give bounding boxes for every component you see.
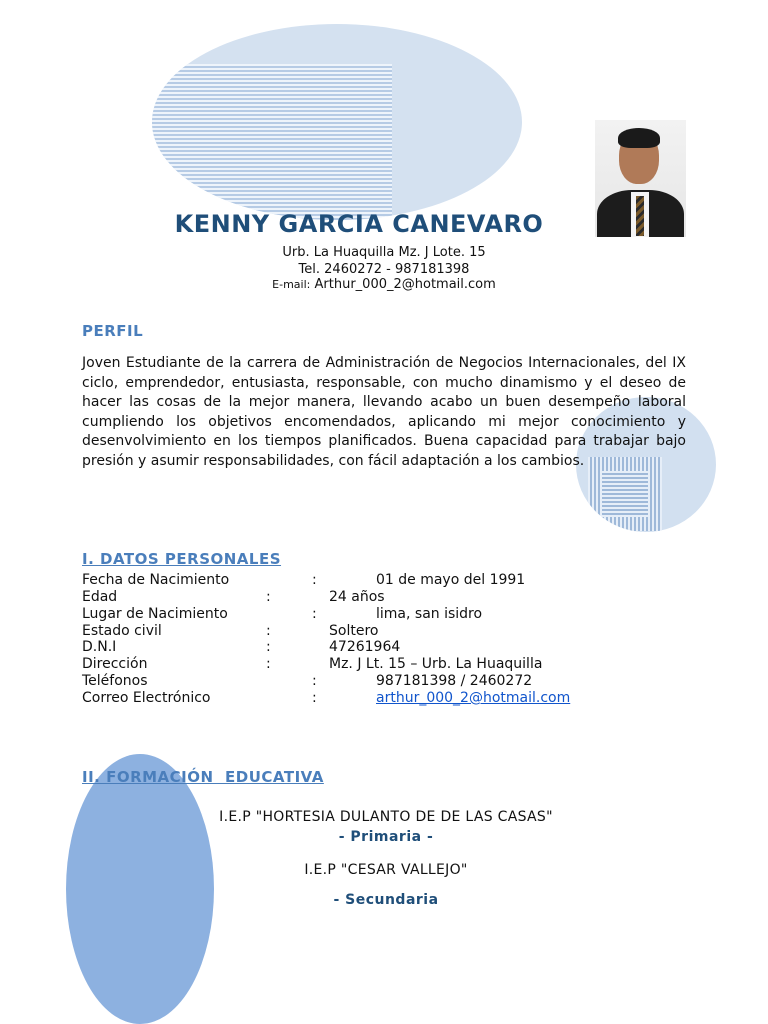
phone-line: Tel. 2460272 - 987181398 bbox=[298, 262, 470, 277]
level-primary: - Primaria - bbox=[338, 829, 434, 845]
email-label: E-mail: bbox=[272, 278, 311, 291]
level-secondary: - Secundaria bbox=[333, 892, 439, 908]
datos-colon: : bbox=[266, 639, 271, 655]
datos-label: Correo Electrónico bbox=[82, 690, 211, 706]
datos-colon: : bbox=[266, 656, 271, 672]
datos-row-dni bbox=[82, 639, 401, 656]
email-line bbox=[0, 277, 768, 292]
datos-row-direccion bbox=[82, 656, 543, 673]
school-secondary: I.E.P "CESAR VALLEJO" bbox=[304, 862, 468, 878]
datos-label: Estado civil bbox=[82, 623, 162, 639]
datos-label: Dirección bbox=[82, 656, 148, 672]
datos-value: 47261964 bbox=[329, 639, 401, 655]
datos-label: Teléfonos bbox=[82, 673, 148, 689]
datos-row-telefonos bbox=[82, 673, 533, 690]
decorative-ellipse-top bbox=[152, 24, 522, 220]
datos-colon: : bbox=[266, 623, 271, 639]
datos-colon: : bbox=[312, 606, 317, 622]
section-title-perfil: PERFIL bbox=[82, 322, 144, 340]
datos-row-fecha-nacimiento bbox=[82, 572, 526, 589]
profile-text: Joven Estudiante de la carrera de Administración de Negocios Internacionales, del IX ciclo, emprendedor, entusiasta, responsable, con mucho dinamismo y el deseo de hacer las cosas de la mejor manera, llevando acabo un buen desempeño laboral cumpliendo los objetivos encomendados, aplicando mi mejor conocimiento y desenvolvimiento en los tiempos planificados. Buena capacidad para trabajar bajo presión y asumir responsabilidades, con fácil adaptación a los cambios. bbox=[82, 355, 686, 469]
datos-colon: : bbox=[312, 572, 317, 588]
datos-value: lima, san isidro bbox=[376, 606, 483, 622]
email-value: Arthur_000_2@hotmail.com bbox=[314, 277, 496, 292]
datos-label: D.N.I bbox=[82, 639, 117, 655]
school-primary: I.E.P "HORTESIA DULANTO DE DE LAS CASAS" bbox=[219, 809, 553, 825]
datos-row-lugar-nacimiento bbox=[82, 606, 483, 623]
datos-label: Edad bbox=[82, 589, 118, 605]
datos-colon: : bbox=[312, 673, 317, 689]
datos-colon: : bbox=[312, 690, 317, 706]
candidate-name: KENNY GARCIA CANEVARO bbox=[174, 210, 544, 238]
datos-colon: : bbox=[266, 589, 271, 605]
datos-label: Lugar de Nacimiento bbox=[82, 606, 228, 622]
datos-row-estado-civil bbox=[82, 623, 379, 640]
section-title-formacion-educativa: II. FORMACIÓN EDUCATIVA bbox=[82, 768, 324, 786]
datos-row-correo bbox=[82, 690, 571, 707]
datos-value: 01 de mayo del 1991 bbox=[376, 572, 526, 588]
datos-value: Soltero bbox=[329, 623, 379, 639]
datos-value: 24 años bbox=[329, 589, 385, 605]
address-line: Urb. La Huaquilla Mz. J Lote. 15 bbox=[282, 245, 486, 260]
email-link[interactable]: arthur_000_2@hotmail.com bbox=[376, 690, 571, 706]
datos-value: 987181398 / 2460272 bbox=[376, 673, 533, 689]
datos-label: Fecha de Nacimiento bbox=[82, 572, 230, 588]
datos-value: Mz. J Lt. 15 – Urb. La Huaquilla bbox=[329, 656, 543, 672]
datos-row-edad bbox=[82, 589, 385, 606]
section-title-datos-personales: I. DATOS PERSONALES bbox=[82, 550, 282, 568]
decorative-ellipse-bottom bbox=[66, 754, 214, 1024]
